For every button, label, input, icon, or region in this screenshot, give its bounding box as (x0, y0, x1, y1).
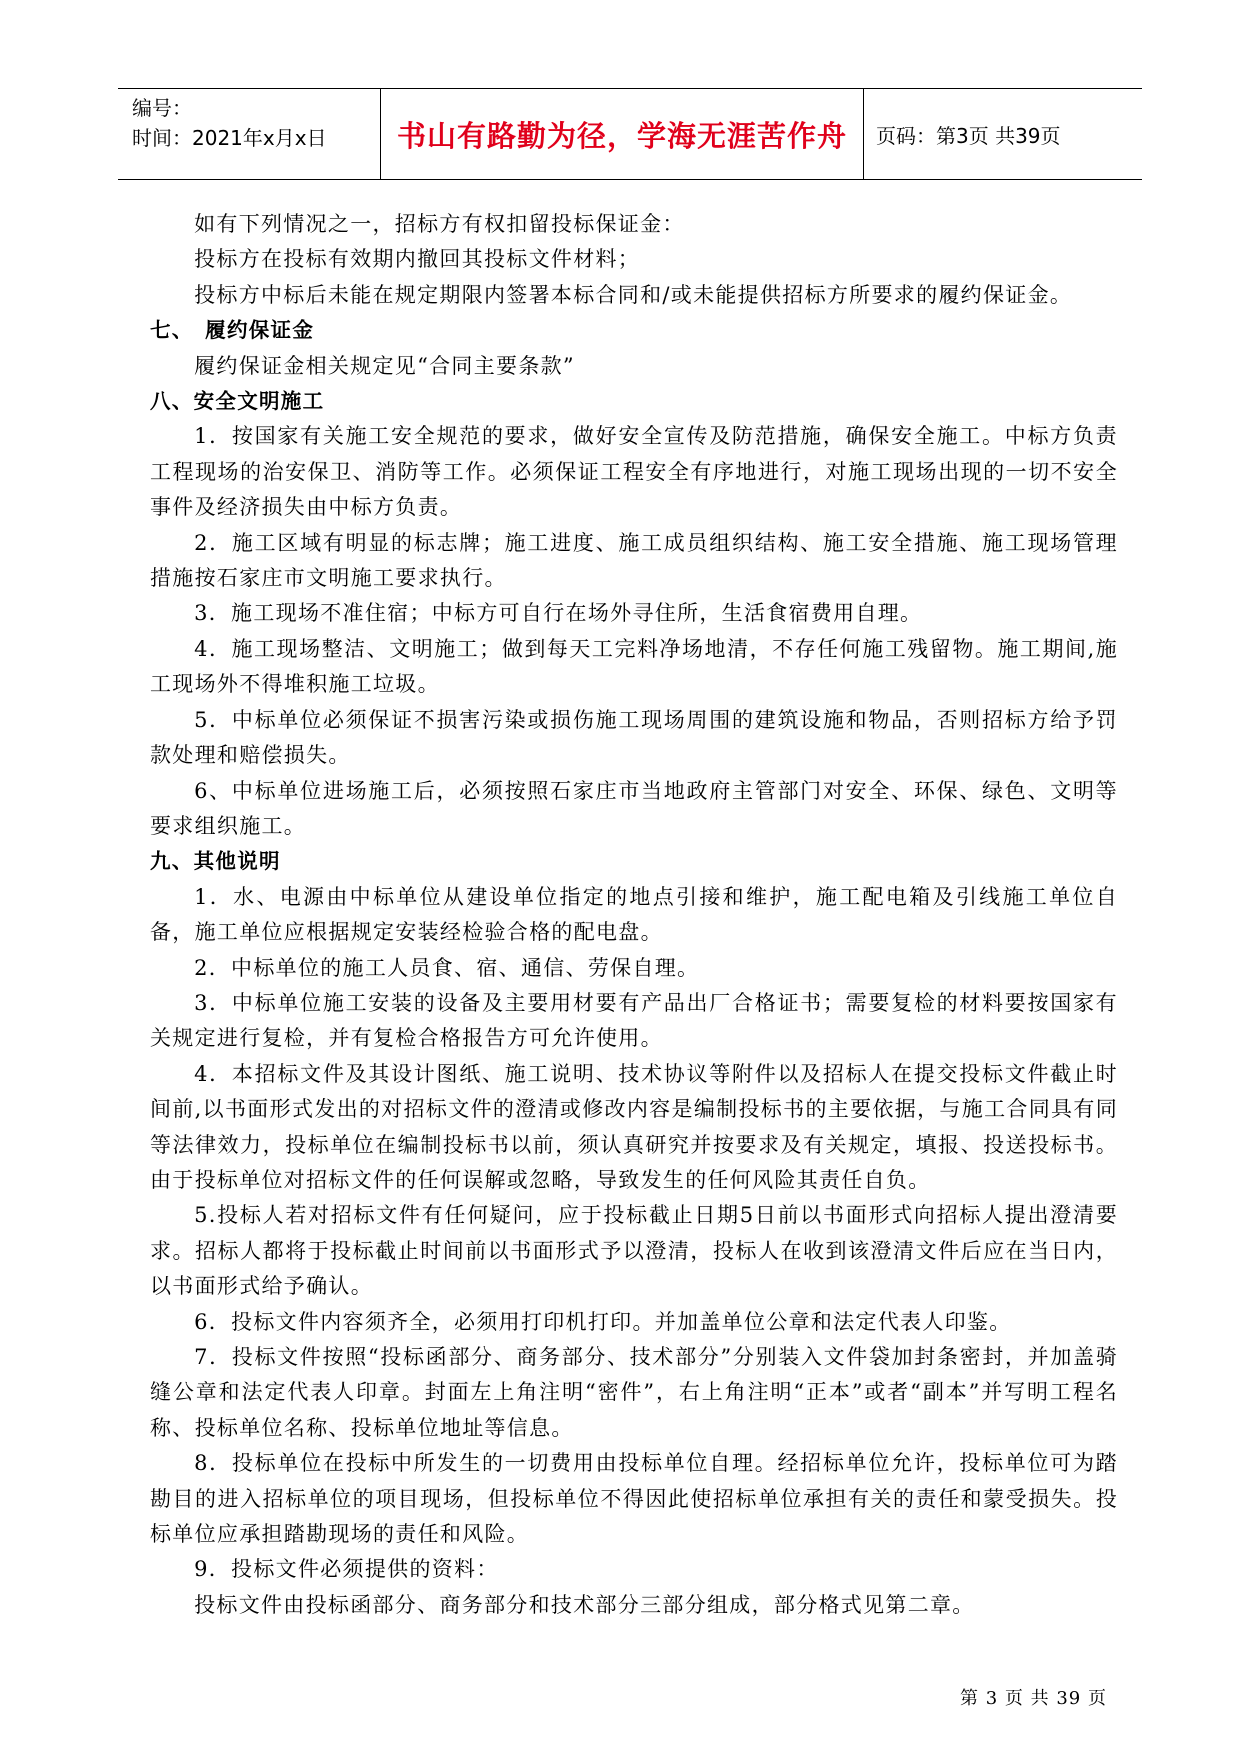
paragraph: 7．投标文件按照“投标函部分、商务部分、技术部分”分别装入文件袋加封条密封，并加盖骑缝公章和法定代表人印章。封面左上角注明“密件”，右上角注明“正本”或者“副本”并写明工程名称、投标单位名称、投标单位地址等信息。 (150, 1345, 1118, 1440)
header-page-info: 页码：第3页 共39页 (876, 123, 1061, 148)
document-number-label: 编号： (132, 96, 192, 120)
paragraph: 4．本招标文件及其设计图纸、施工说明、技术协议等附件以及招标人在提交投标文件截止时间前,以书面形式发出的对招标文件的澄清或修改内容是编制投标书的主要依据，与施工合同具有同等法律效力，投标单位在编制投标书以前，须认真研究并按要求及有关规定，填报、投送投标书。由于投标单位对招标文件的任何误解或忽略，导致发生的任何风险其责任自负。 (150, 1061, 1118, 1192)
paragraph: 6、中标单位进场施工后，必须按照石家庄市当地政府主管部门对安全、环保、绿色、文明等要求组织施工。 (150, 778, 1118, 838)
paragraph: 2．中标单位的施工人员食、宿、通信、劳保自理。 (194, 955, 700, 980)
paragraph: 履约保证金相关规定见“合同主要条款” (194, 353, 575, 378)
paragraph: 投标文件由投标函部分、商务部分和技术部分三部分组成，部分格式见第二章。 (194, 1592, 975, 1617)
paragraph: 3．中标单位施工安装的设备及主要用材要有产品出厂合格证书；需要复检的材料要按国家有关规定进行复检，并有复检合格报告方可允许使用。 (150, 990, 1118, 1051)
section-heading-8: 八、安全文明施工 (150, 389, 325, 414)
paragraph: 6．投标文件内容须齐全，必须用打印机打印。并加盖单位公章和法定代表人印鉴。 (194, 1309, 1012, 1334)
paragraph: 5．中标单位必须保证不损害污染或损伤施工现场周围的建筑设施和物品，否则招标方给予罚款处理和赔偿损失。 (150, 707, 1118, 768)
paragraph: 1．按国家有关施工安全规范的要求，做好安全宣传及防范措施，确保安全施工。中标方负责工程现场的治安保卫、消防等工作。必须保证工程安全有序地进行，对施工现场出现的一切不安全事件及经济损失由中标方负责。 (150, 424, 1118, 520)
paragraph: 2．施工区域有明显的标志牌；施工进度、施工成员组织结构、施工安全措施、施工现场管理措施按石家庄市文明施工要求执行。 (150, 530, 1118, 591)
page-footer: 第 3 页 共 39 页 (960, 1688, 1107, 1709)
header-motto-cell (380, 89, 864, 179)
paragraph: 9．投标文件必须提供的资料： (194, 1557, 499, 1582)
paragraph: 如有下列情况之一，招标方有权扣留投标保证金： (194, 212, 685, 236)
section-heading-7: 七、 履约保证金 (150, 318, 315, 343)
header-meta (118, 89, 380, 179)
paragraph: 1．水、电源由中标单位从建设单位指定的地点引接和维护，施工配电箱及引线施工单位自备，施工单位应根据规定安装经检验合格的配电盘。 (150, 884, 1118, 945)
header-motto: 书山有路勤为径，学海无涯苦作舟 (396, 118, 847, 153)
document-header (118, 88, 1142, 180)
paragraph: 4．施工现场整洁、文明施工；做到每天工完料净场地清，不存任何施工残留物。施工期间,施工现场外不得堆积施工垃圾。 (150, 636, 1118, 697)
paragraph: 投标方在投标有效期内撤回其投标文件材料； (194, 247, 641, 272)
section-heading-9: 九、其他说明 (150, 849, 281, 874)
paragraph: 5.投标人若对招标文件有任何疑问，应于投标截止日期5日前以书面形式向招标人提出澄清要求。招标人都将于投标截止时间前以书面形式予以澄清，投标人在收到该澄清文件后应在当日内，以书面形式给予确认。 (150, 1203, 1118, 1299)
paragraph: 3．施工现场不准住宿；中标方可自行在场外寻住所，生活食宿费用自理。 (194, 601, 923, 626)
paragraph: 8．投标单位在投标中所发生的一切费用由投标单位自理。经招标单位允许，投标单位可为踏勘目的进入招标单位的项目现场，但投标单位不得因此使招标单位承担有关的责任和蒙受损失。投标单位应承担踏勘现场的责任和风险。 (150, 1451, 1118, 1547)
document-body (150, 207, 1118, 1623)
paragraph: 投标方中标后未能在规定期限内签署本标合同和/或未能提供招标方所要求的履约保证金。 (194, 282, 1073, 307)
document-date: 时间：2021年x月x日 (132, 126, 327, 150)
